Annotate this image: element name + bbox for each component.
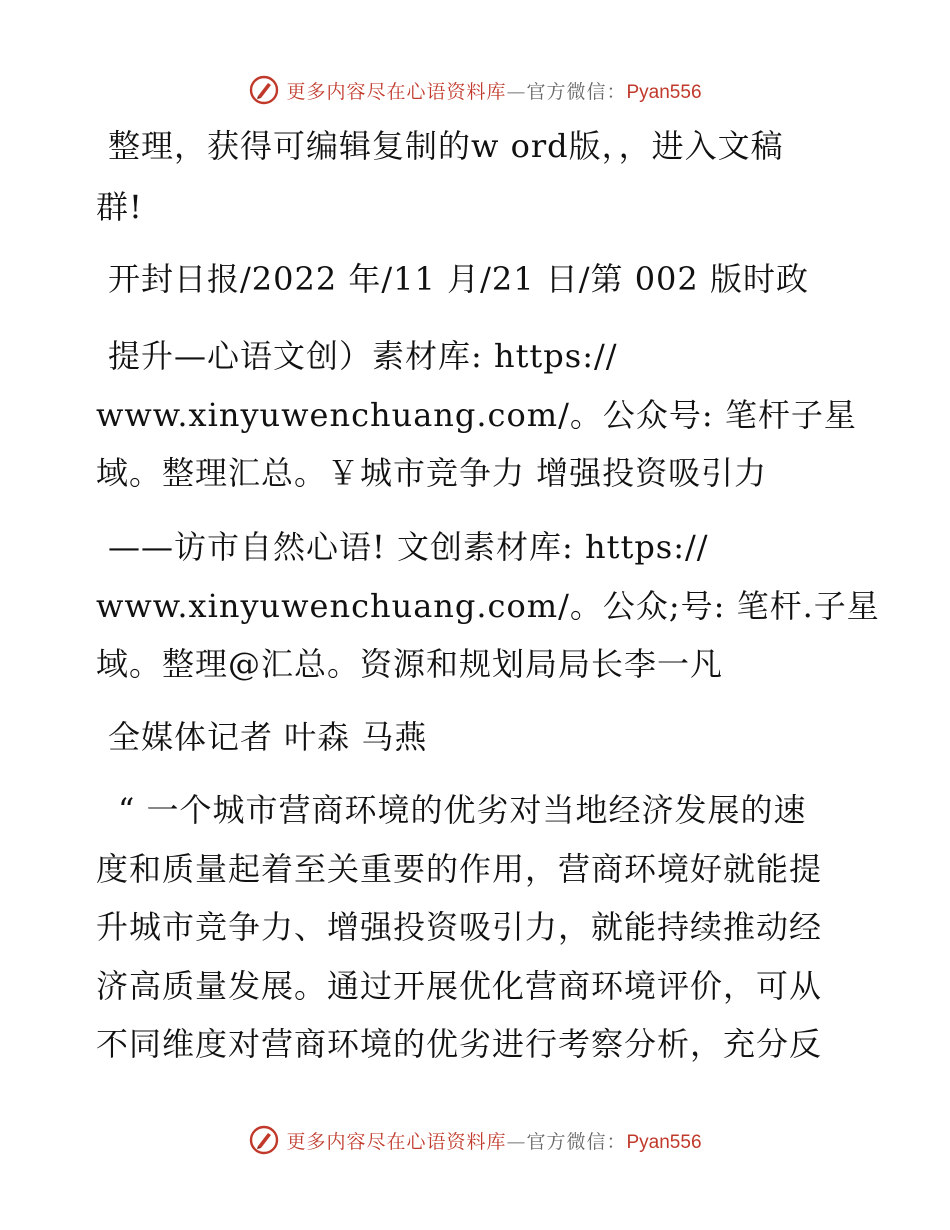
byline: 全媒体记者 叶森 马燕 xyxy=(108,718,428,756)
text-line-9: 域。整理@汇总。资源和规划局局长李一凡 xyxy=(96,645,724,683)
pen-seal-icon xyxy=(248,74,280,106)
text-line-1: 整理，获得可编辑复制的w ord版，，进入文稿 xyxy=(108,127,784,165)
pen-seal-icon xyxy=(248,1124,280,1156)
article-subtitle: ——访市自然心语! 文创素材库: https:// xyxy=(108,528,709,566)
article-title: 域。整理汇总。￥城市竞争力 增强投资吸引力 xyxy=(96,454,768,492)
header-banner xyxy=(0,70,950,110)
text-line-4: 提升—心语文创）素材库: https:// xyxy=(108,337,618,375)
dateline: 开封日报/2022 年/11 月/21 日/第 002 版时政 xyxy=(108,260,809,298)
paragraph-line-2: 度和质量起着至关重要的作用，营商环境好就能提 xyxy=(96,850,823,888)
paragraph-line-1: “ 一个城市营商环境的优劣对当地经济发展的速 xyxy=(118,791,807,829)
paragraph-line-3: 升城市竞争力、增强投资吸引力，就能持续推动经 xyxy=(96,908,823,946)
banner-text: 更多内容尽在心语资料库—官方微信：Pyan556 xyxy=(286,1130,702,1153)
paragraph-line-5: 不同维度对营商环境的优劣进行考察分析，充分反 xyxy=(96,1025,823,1063)
footer-banner xyxy=(0,1120,950,1160)
paragraph-line-4: 济高质量发展。通过开展优化营商环境评价，可从 xyxy=(96,967,823,1005)
text-line-5: www.xinyuwenchuang.com/。公众号: 笔杆子星 xyxy=(96,396,857,434)
banner-text: 更多内容尽在心语资料库—官方微信：Pyan556 xyxy=(286,80,702,103)
text-line-8: www.xinyuwenchuang.com/。公众;号: 笔杆.子星 xyxy=(96,587,880,625)
text-line-2: 群! xyxy=(96,188,143,226)
